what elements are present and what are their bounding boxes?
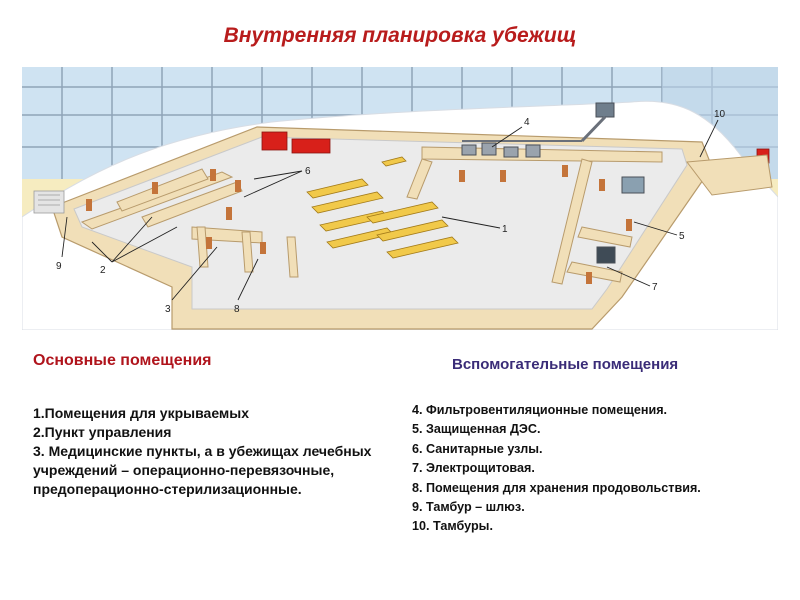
callout-label-10: 10 bbox=[714, 109, 726, 120]
slide-title: Внутренняя планировка убежищ bbox=[223, 24, 577, 47]
main-room-item: 1.Помещения для укрываемых bbox=[33, 405, 250, 421]
callout-label-1: 1 bbox=[502, 224, 508, 235]
aux-rooms-list bbox=[412, 401, 792, 537]
callout-label-4: 4 bbox=[524, 117, 530, 128]
callout-label-5: 5 bbox=[679, 231, 685, 242]
callout-label-3: 3 bbox=[165, 304, 171, 315]
aux-room-item: 9. Тамбур – шлюз. bbox=[412, 500, 525, 515]
aux-room-item: 10. Тамбуры. bbox=[412, 519, 493, 534]
main-room-item: 2.Пункт управления bbox=[33, 424, 172, 440]
main-rooms-list bbox=[33, 404, 393, 499]
aux-room-item: 6. Санитарные узлы. bbox=[412, 441, 543, 456]
aux-room-item: 4. Фильтровентиляционные помещения. bbox=[412, 403, 668, 417]
shelter-layout-diagram bbox=[22, 67, 778, 330]
callout-label-6: 6 bbox=[305, 166, 311, 177]
callout-label-2: 2 bbox=[100, 265, 106, 276]
aux-room-item: 7. Электрощитовая. bbox=[412, 461, 535, 476]
aux-rooms-heading: Вспомогательные помещения bbox=[452, 356, 679, 373]
staircase bbox=[34, 191, 64, 213]
main-rooms-heading: Основные помещения bbox=[33, 352, 212, 369]
callout-label-9: 9 bbox=[56, 261, 62, 272]
callout-label-8: 8 bbox=[234, 304, 240, 315]
aux-room-item: 8. Помещения для хранения продовольствия. bbox=[412, 480, 701, 495]
main-room-item: 3. Медицинские пункты, а в убежищах лечебных учреждений – операционно-перевязочные, предоперационно-стерилизационные. bbox=[33, 443, 372, 497]
callout-label-7: 7 bbox=[652, 282, 658, 293]
aux-room-item: 5. Защищенная ДЭС. bbox=[412, 422, 541, 437]
